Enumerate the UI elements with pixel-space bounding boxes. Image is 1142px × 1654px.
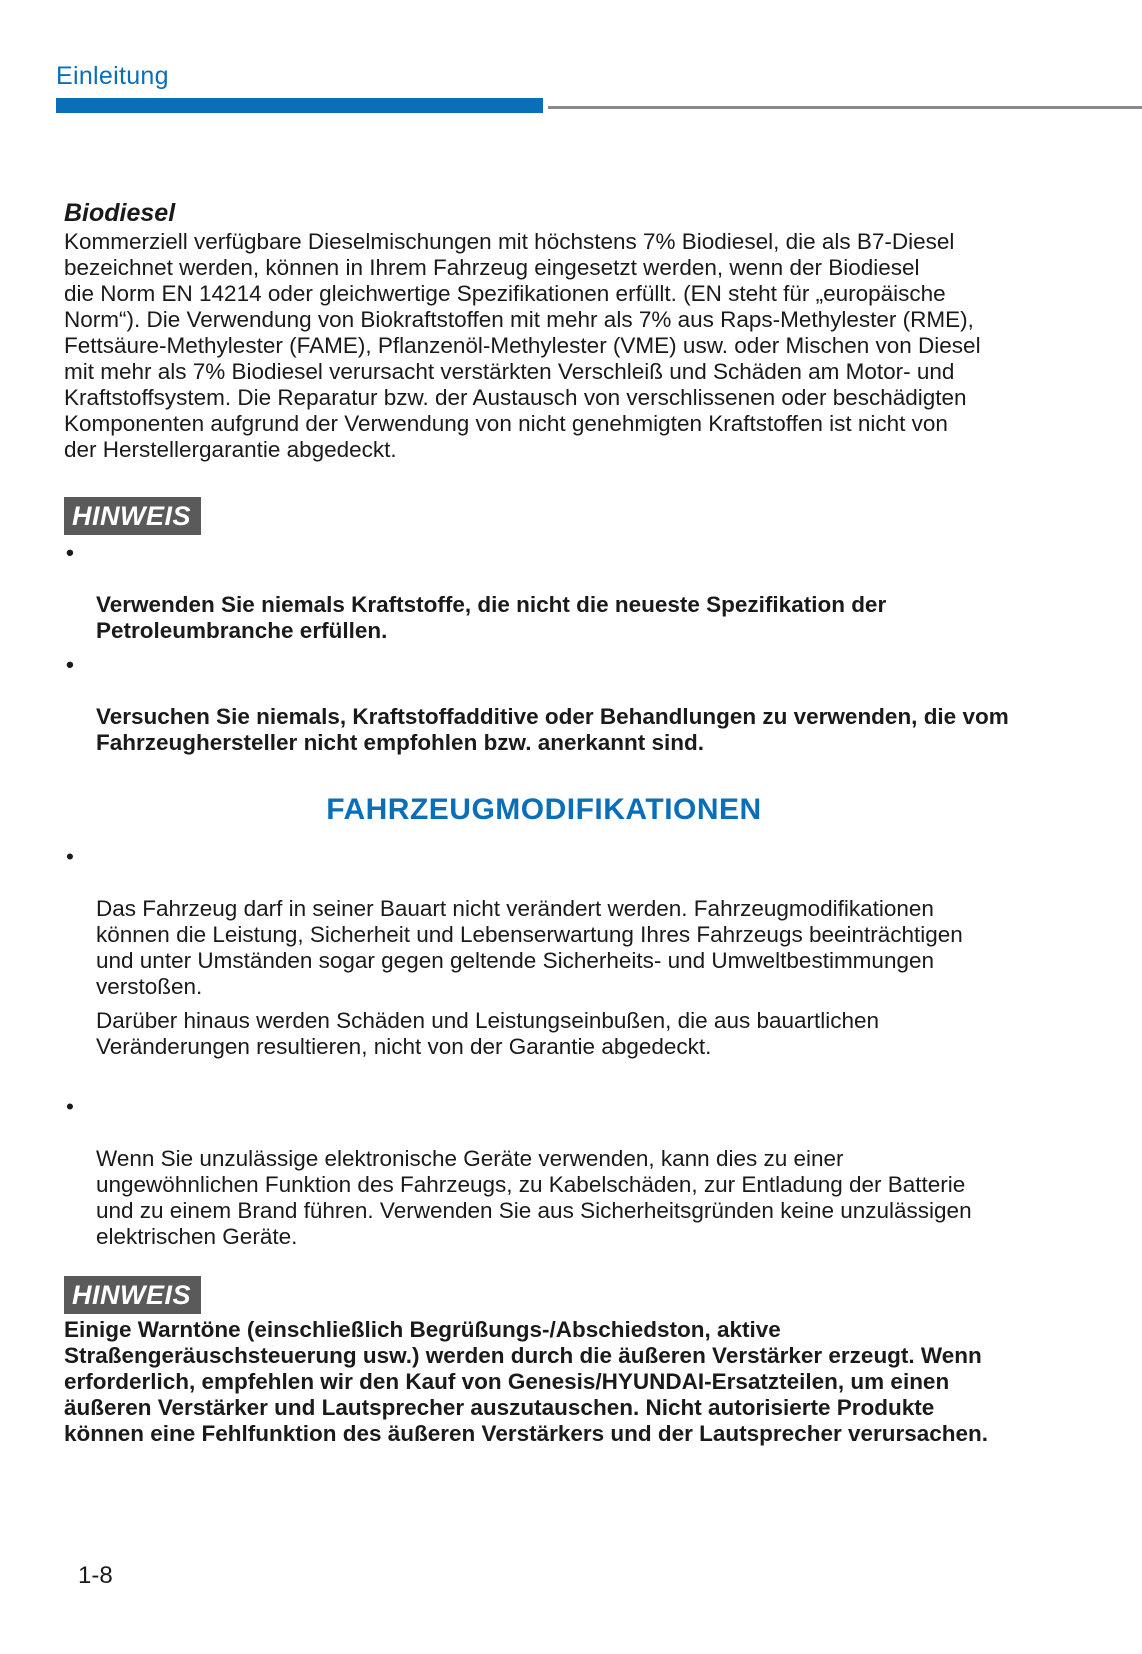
notice-list (64, 540, 1024, 756)
notice-label: HINWEIS (64, 1276, 201, 1314)
biodiesel-heading: Biodiesel (64, 199, 176, 227)
modifications-heading: FAHRZEUGMODIFIKATIONEN (326, 793, 762, 826)
modifications-list (64, 844, 1024, 1250)
page-content (64, 198, 1024, 1447)
notice-box-2 (64, 1276, 1024, 1447)
bullet-icon: • (66, 652, 74, 677)
list-item (64, 652, 1024, 756)
biodiesel-paragraph: Kommerziell verfügbare Dieselmischungen mit höchstens 7% Biodiesel, die als B7-Diesel bezeichnet werden, können in Ihrem Fahrzeug eingesetzt werden, wenn der Biodiesel die Norm EN 14214 oder gleichwertige Spezifikationen erfüllt. (EN steht für „europäische Norm“). Die Verwendung von Biokraftstoffen mit mehr als 7% aus Raps-Methylester (RME), Fettsäure-Methylester (FAME), Pflanzenöl-Methylester (VME) usw. oder Mischen von Diesel mit mehr als 7% Biodiesel verursacht verstärkten Verschleiß und Schäden am Motor- und Kraftstoffsystem. Die Reparatur bzw. der Austausch von verschlissenen oder beschädigten Komponenten aufgrund der Verwendung von nicht genehmigten Kraftstoffen ist nicht von der Herstellergarantie abgedeckt. (64, 229, 981, 462)
bullet-icon: • (66, 1094, 74, 1119)
notice-box-1 (64, 497, 1024, 756)
list-item (64, 540, 1024, 644)
list-item-continuation: Darüber hinaus werden Schäden und Leistungseinbußen, die aus bauartlichen Veränderungen resultieren, nicht von der Garantie abgedeckt. (96, 1008, 880, 1059)
list-item-text: Wenn Sie unzulässige elektronische Geräte verwenden, kann dies zu einer ungewöhnlichen Funktion des Fahrzeugs, zu Kabelschäden, zur Entladung der Batterie und zu einem Brand führen. Verwenden Sie aus Sicherheitsgründen keine unzulässigen elektrischen Geräte. (96, 1146, 972, 1249)
bullet-icon: • (66, 844, 74, 869)
bullet-icon: • (66, 540, 74, 565)
list-item (64, 844, 1024, 1086)
header-rule-accent (56, 98, 543, 113)
list-item-text: Versuchen Sie niemals, Kraftstoffadditive oder Behandlungen zu verwenden, die vom Fahrzeughersteller nicht empfohlen bzw. anerkannt sind. (96, 704, 1009, 755)
list-item-text: Verwenden Sie niemals Kraftstoffe, die nicht die neueste Spezifikation der Petroleumbranche erfüllen. (96, 592, 887, 643)
list-item-text: Das Fahrzeug darf in seiner Bauart nicht verändert werden. Fahrzeugmodifikationen können die Leistung, Sicherheit und Lebenserwartung Ihres Fahrzeugs beeinträchtigen und unter Umständen sogar gegen geltende Sicherheits- und Umweltbestimmungen verstoßen. (96, 896, 963, 999)
notice-label: HINWEIS (64, 497, 201, 535)
notice-text: Einige Warntöne (einschließlich Begrüßungs-/Abschiedston, aktive Straßengeräuschsteuerung usw.) werden durch die äußeren Verstärker erzeugt. Wenn erforderlich, empfehlen wir den Kauf von Genesis/HYUNDAI-Ersatzteilen, um einen äußeren Verstärker und Lautsprecher auszutauschen. Nicht autorisierte Produkte können eine Fehlfunktion des äußeren Verstärkers und der Lautsprecher verursachen. (64, 1317, 989, 1446)
section-title: Einleitung (56, 62, 169, 90)
page-number: 1-8 (78, 1562, 113, 1589)
list-item (64, 1094, 1024, 1250)
header-rule-line (548, 106, 1142, 109)
